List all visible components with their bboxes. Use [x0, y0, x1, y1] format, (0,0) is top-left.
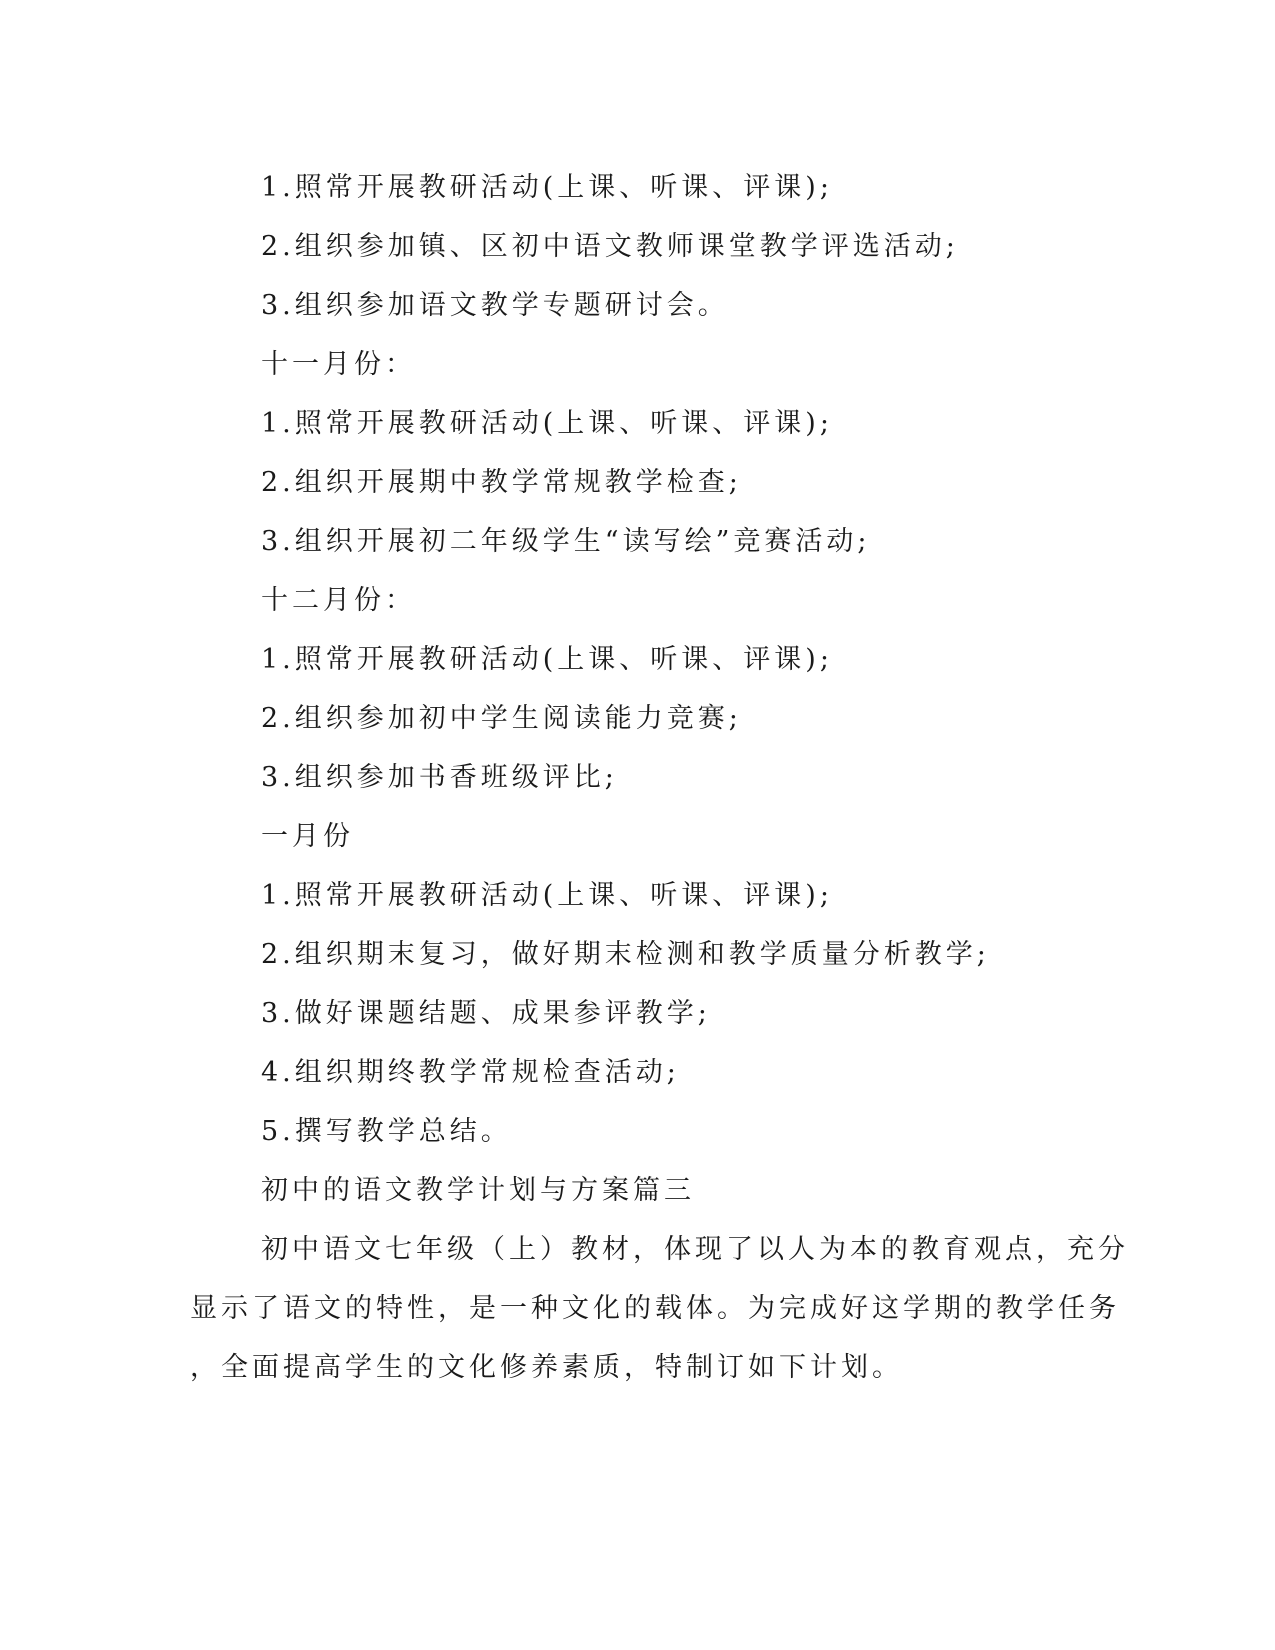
list-item: 2.组织开展期中教学常规教学检查; [261, 467, 742, 498]
list-item: 3.组织参加语文教学专题研讨会。 [261, 290, 729, 321]
list-item: 5.撰写教学总结。 [261, 1116, 512, 1147]
paragraph-line: 初中语文七年级（上）教材，体现了以人为本的教育观点，充分 [261, 1234, 1129, 1265]
list-item: 1.照常开展教研活动(上课、听课、评课); [261, 408, 833, 439]
list-item: 3.做好课题结题、成果参评教学; [261, 998, 711, 1029]
list-item: 1.照常开展教研活动(上课、听课、评课); [261, 644, 833, 675]
section-heading-november: 十一月份： [261, 349, 416, 380]
list-item: 1.照常开展教研活动(上课、听课、评课); [261, 880, 833, 911]
section-heading-december: 十二月份： [261, 585, 416, 616]
list-item: 3.组织开展初二年级学生“读写绘”竞赛活动; [261, 526, 871, 557]
list-item: 2.组织参加初中学生阅读能力竞赛; [261, 703, 742, 734]
paragraph-line: ，全面提高学生的文化修养素质，特制订如下计划。 [190, 1352, 903, 1383]
section-heading-january: 一月份 [261, 821, 354, 852]
list-item: 1.照常开展教研活动(上课、听课、评课); [261, 172, 833, 203]
list-item: 2.组织期末复习，做好期末检测和教学质量分析教学; [261, 939, 990, 970]
list-item: 4.组织期终教学常规检查活动; [261, 1057, 680, 1088]
list-item: 3.组织参加书香班级评比; [261, 762, 618, 793]
paragraph-line: 显示了语文的特性，是一种文化的载体。为完成好这学期的教学任务 [190, 1293, 1120, 1324]
section-title: 初中的语文教学计划与方案篇三 [261, 1175, 695, 1206]
list-item: 2.组织参加镇、区初中语文教师课堂教学评选活动; [261, 231, 959, 262]
